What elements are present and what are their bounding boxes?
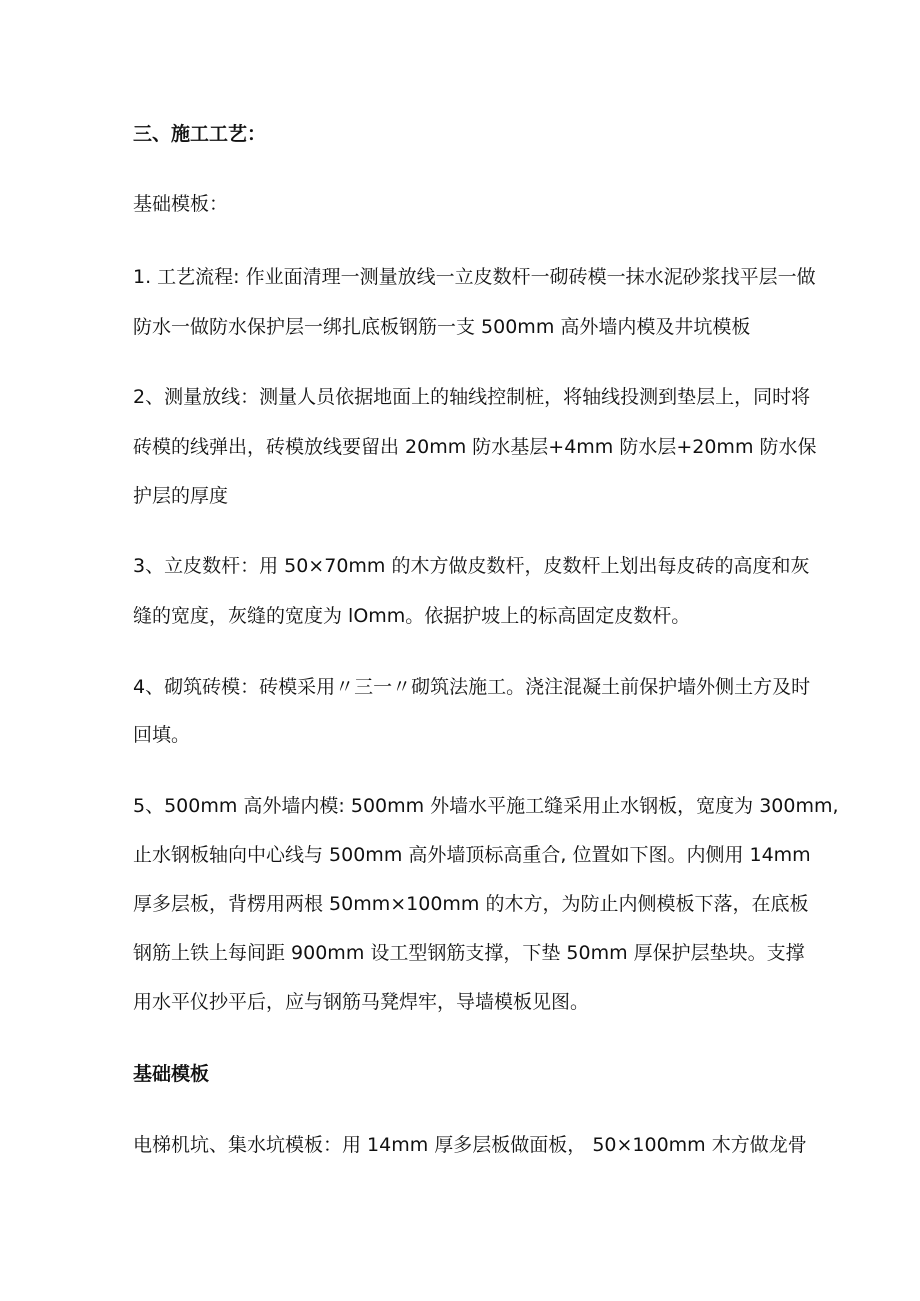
paragraph-5-line-1: 5、500mm 高外墙内模: 500mm 外墙水平施工缝采用止水钢板，宽度为 300mm, [133,795,839,817]
paragraph-5-line-4: 钢筋上铁上每间距 900mm 设工型钢筋支撑，下垫 50mm 厚保护层垫块。支撑 [133,942,805,964]
paragraph-1-line-2: 防水一做防水保护层一绑扎底板钢筋一支 500mm 高外墙内模及井坑模板 [133,316,751,338]
paragraph-2-line-2: 砖模的线弹出，砖模放线要留出 20mm 防水基层+4mm 防水层+20mm 防水保 [133,436,817,458]
paragraph-2-line-3: 护层的厚度 [133,485,229,507]
section-heading: 三、施工工艺： [133,123,267,145]
paragraph-2-line-1: 2、测量放线：测量人员依据地面上的轴线控制桩，将轴线投测到垫层上，同时将 [133,386,811,408]
paragraph-5-line-5: 用水平仪抄平后，应与钢筋马凳焊牢，导墙模板见图。 [133,991,590,1013]
paragraph-4-line-2: 回填。 [133,724,191,746]
subheading-foundation-formwork-2: 基础模板 [133,1063,210,1085]
paragraph-1-line-1: 1. 工艺流程: 作业面清理一测量放线一立皮数杆一砌砖模一抹水泥砂浆找平层一做 [133,266,816,288]
paragraph-3-line-1: 3、立皮数杆：用 50×70mm 的木方做皮数杆，皮数杆上划出每皮砖的高度和灰 [133,555,810,577]
paragraph-4-line-1: 4、砌筑砖模：砖模采用〃三一〃砌筑法施工。浇注混凝土前保护墙外侧土方及时 [133,676,811,698]
paragraph-5-line-2: 止水钢板轴向中心线与 500mm 高外墙顶标高重合, 位置如下图。内侧用 14mm [133,844,811,866]
subheading-foundation-formwork: 基础模板： [133,193,229,215]
paragraph-3-line-2: 缝的宽度，灰缝的宽度为 lOmm。依据护坡上的标高固定皮数杆。 [133,605,691,627]
paragraph-5-line-3: 厚多层板，背楞用两根 50mm×100mm 的木方，为防止内侧模板下落，在底板 [133,893,809,915]
paragraph-6-line-1: 电梯机坑、集水坑模板：用 14mm 厚多层板做面板， 50×100mm 木方做龙骨 [133,1134,807,1156]
